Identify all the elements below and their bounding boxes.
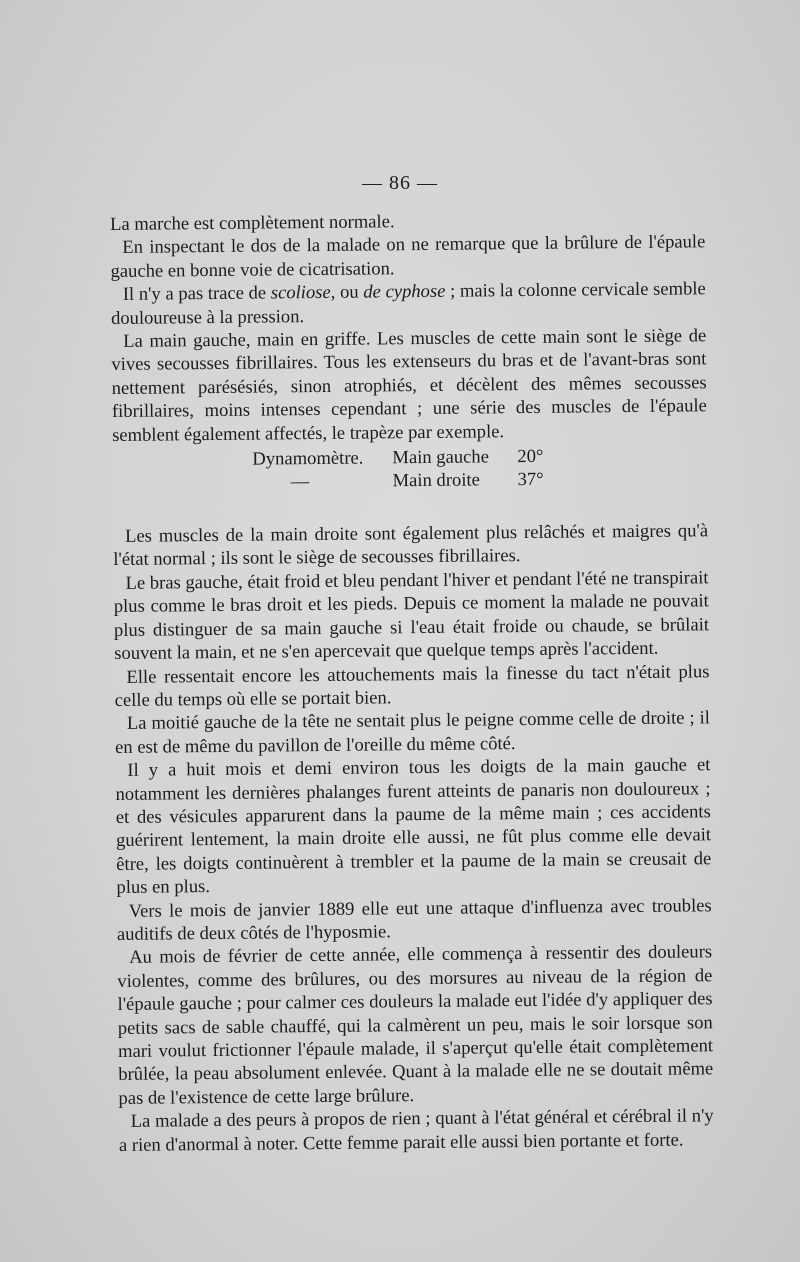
paragraph-12: La malade a des peurs à propos de rien ; quant à l'état général et cérébral il n'y a rien d'anormal à noter. Cette femme parait elle aussi bien portante et forte. xyxy=(118,1105,714,1156)
paragraph-8: La moitié gauche de la tête ne sentait plus le peigne comme celle de droite ; il en est de même du pavillon de l'oreille du même côté. xyxy=(115,707,710,758)
paragraph-11: Au mois de février de cette année, elle commença à ressentir des douleurs violentes, comme des brûlures, ou des morsures au niveau de la région de l'épaule gauche ; pour calmer ces douleurs la malade eut l'idée d'y appliquer des petits sacs de sable chauffé, qui la calmèrent un peu, mais le soir lorsque son mari voulut frictionner l'épaule malade, il s'aperçut qu'elle était complètement brûlée, la peau absolument enlevée. Quant à la malade elle ne se doutait même pas de l'existence de cette large brûlure. xyxy=(117,941,714,1109)
paragraph-3-part-e: ; mais la colonne cervicale semble douloureuse à la pression. xyxy=(110,278,706,329)
dynamometer-row-right xyxy=(112,466,707,496)
paragraph-3-part-a: Il n'y a pas trace de xyxy=(122,282,271,306)
dynamometer-ditto-dash: — xyxy=(290,471,310,493)
paragraph-6: Le bras gauche, était froid et bleu pendant l'hiver et pendant l'été ne transpirait plus comme le bras droit et les pieds. Depuis ce moment la malade ne pouvait plus distinguer de sa main gauche si l'eau était froide ou chaude, se brûlait souvent la main, et ne s'en apercevait que quelque temps après l'accident. xyxy=(113,567,710,665)
page-number: — 86 — xyxy=(362,172,438,194)
paragraph-3-cyphose: de cyphose xyxy=(363,281,446,303)
paragraph-10: Vers le mois de janvier 1889 elle eut une attaque d'influenza avec troubles auditifs de deux côtés de l'hyposmie. xyxy=(116,894,712,945)
paragraph-1: La marche est complètement normale. xyxy=(110,211,395,235)
paragraph-9: Il y a huit mois et demi environ tous les doigts de la main gauche et notamment les dernières phalanges furent atteints de panaris non douloureux ; et des vésicules apparurent dans la paume de la même main ; ces accidents guérirent lentement, la main droite elle aussi, ne fût plus comme elle devait être, les doigts continuèrent à trembler et la paume de la main se creusait de plus en plus. xyxy=(115,754,712,899)
dynamometer-side: Main droite xyxy=(392,469,480,492)
dynamometer-label: Dynamomètre. xyxy=(252,447,364,470)
paragraph-2: En inspectant le dos de la malade on ne remarque que la brûlure de l'épaule gauche en bonne voie de cicatrisation. xyxy=(110,231,706,282)
dynamometer-value: 20° xyxy=(517,445,544,468)
dynamometer-table xyxy=(112,443,707,497)
paragraph-4: La main gauche, main en griffe. Les muscles de cette main sont le siège de vives secousses fibrillaires. Tous les extenseurs du bras et de l'avant-bras sont nettement parésésiés, sinon atrophiés, et décèlent des mêmes secousses fibrillaires, moins intenses cependant ; une série des muscles de l'épaule semblent également affectés, le trapèze par exemple. xyxy=(111,325,707,446)
body-text xyxy=(110,207,714,1157)
paragraph-3 xyxy=(111,278,706,331)
paragraph-5: Les muscles de la main droite sont également plus relâchés et maigres qu'à l'état normal ; ils sont le siège de secousses fibrillaires. xyxy=(113,520,709,571)
paragraph-7: Elle ressentait encore les attouchements mais la finesse du tact n'était plus celle du temps où elle se portait bien. xyxy=(114,660,710,711)
dynamometer-side: Main gauche xyxy=(392,446,490,469)
paragraph-3-scoliose: scoliose xyxy=(270,282,331,304)
dynamometer-value: 37° xyxy=(517,468,544,491)
paragraph-3-part-c: , ou xyxy=(330,281,364,304)
